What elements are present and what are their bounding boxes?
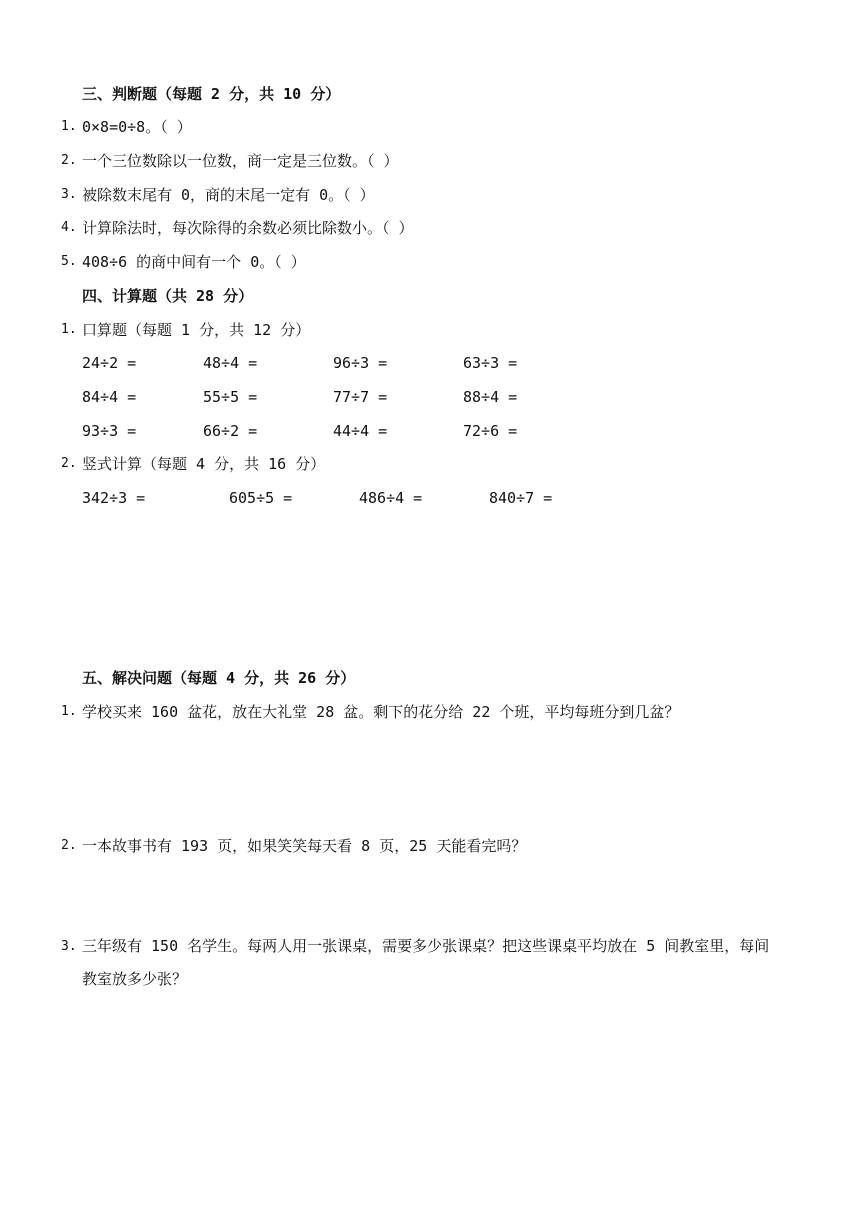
- oral-calc-title: 口算题（每题 1 分，共 12 分）: [82, 321, 311, 339]
- problem-1-text: 学校买来 160 盆花，放在大礼堂 28 盆。剩下的花分给 22 个班，平均每班分到几盆？: [82, 703, 680, 721]
- oral-problem: 63÷3 =: [463, 354, 518, 372]
- oral-problem: 48÷4 =: [203, 354, 258, 372]
- oral-problem: 93÷3 =: [82, 422, 137, 440]
- oral-problem: 77÷7 =: [333, 388, 388, 406]
- problem-1-number: 1.: [61, 704, 77, 719]
- section-4-heading: 四、计算题（共 28 分）: [82, 287, 254, 305]
- problem-3-number: 3.: [61, 939, 77, 954]
- oral-problem: 88÷4 =: [463, 388, 518, 406]
- vertical-calc-title: 竖式计算（每题 4 分，共 16 分）: [82, 455, 326, 473]
- judge-item-1-text: 0×8=0÷8。（ ）: [82, 118, 192, 136]
- judge-item-4-text: 计算除法时，每次除得的余数必须比除数小。（ ）: [82, 219, 414, 237]
- judge-item-5-text: 408÷6 的商中间有一个 0。（ ）: [82, 253, 306, 271]
- judge-item-3-number: 3.: [61, 187, 77, 202]
- section-5-heading: 五、解决问题（每题 4 分，共 26 分）: [82, 669, 356, 687]
- vertical-problem: 840÷7 =: [489, 489, 553, 507]
- oral-problem: 96÷3 =: [333, 354, 388, 372]
- oral-problem: 72÷6 =: [463, 422, 518, 440]
- judge-item-3-text: 被除数末尾有 0，商的末尾一定有 0。（ ）: [82, 186, 375, 204]
- problem-2-text: 一本故事书有 193 页，如果笑笑每天看 8 页，25 天能看完吗？: [82, 837, 527, 855]
- oral-problem: 44÷4 =: [333, 422, 388, 440]
- section-3-heading: 三、判断题（每题 2 分，共 10 分）: [82, 85, 341, 103]
- problem-3-text: 三年级有 150 名学生。每两人用一张课桌，需要多少张课桌？把这些课桌平均放在 5 间教室里，每间教室放多少张？: [82, 937, 770, 988]
- judge-item-2-number: 2.: [61, 153, 77, 168]
- judge-item-2-text: 一个三位数除以一位数，商一定是三位数。（ ）: [82, 152, 399, 170]
- vertical-problem: 342÷3 =: [82, 489, 146, 507]
- vertical-problem: 486÷4 =: [359, 489, 423, 507]
- oral-problem: 24÷2 =: [82, 354, 137, 372]
- oral-problem: 84÷4 =: [82, 388, 137, 406]
- vertical-calc-number: 2.: [61, 456, 77, 471]
- judge-item-1-number: 1.: [61, 119, 77, 134]
- oral-problem: 66÷2 =: [203, 422, 258, 440]
- judge-item-5-number: 5.: [61, 254, 77, 269]
- vertical-problem: 605÷5 =: [229, 489, 293, 507]
- oral-calc-number: 1.: [61, 322, 77, 337]
- judge-item-4-number: 4.: [61, 220, 77, 235]
- oral-problem: 55÷5 =: [203, 388, 258, 406]
- problem-2-number: 2.: [61, 838, 77, 853]
